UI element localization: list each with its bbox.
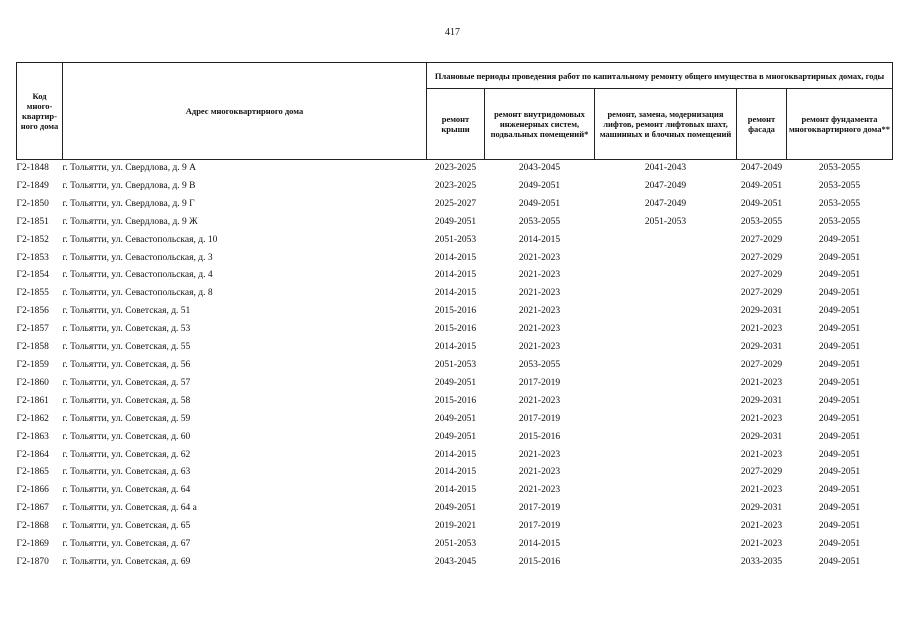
cell-roof: 2014-2015 [434,342,477,353]
cell-code: Г2-1858 [16,342,49,353]
cell-roof: 2015-2016 [434,324,477,335]
cell-facade: 2027-2029 [740,467,783,478]
cell-roof: 2023-2025 [434,180,477,191]
cell-systems: 2015-2016 [518,431,561,442]
cell-roof: 2043-2045 [434,556,477,567]
table-row [17,303,893,321]
cell-foundation: 2049-2051 [818,503,861,514]
cell-foundation: 2053-2055 [818,163,861,173]
table-row [17,447,893,465]
cell-foundation: 2049-2051 [818,342,861,353]
cell-systems: 2017-2019 [518,377,561,388]
cell-lifts [595,250,737,268]
cell-systems: 2053-2055 [518,359,561,370]
cell-systems: 2021-2023 [518,449,561,460]
cell-code: Г2-1859 [16,359,49,370]
cell-lifts [595,321,737,339]
cell-code: Г2-1857 [16,324,49,335]
cell-facade: 2027-2029 [740,234,783,245]
cell-facade: 2047-2049 [740,163,783,173]
cell-code: Г2-1851 [16,216,49,227]
cell-code: Г2-1861 [16,395,49,406]
table-row [17,357,893,375]
header-systems: ремонт внутридомовых инженерных систем, подвальных помещений* [485,89,595,160]
cell-foundation: 2053-2055 [818,198,861,209]
cell-facade: 2027-2029 [740,288,783,299]
cell-address: г. Тольятти, ул. Советская, д. 56 [62,359,191,370]
table-row [17,214,893,232]
cell-systems: 2017-2019 [518,413,561,424]
table-row [17,232,893,250]
table-row [17,339,893,357]
table-row [17,500,893,518]
cell-address: г. Тольятти, ул. Советская, д. 58 [62,395,191,406]
cell-foundation: 2049-2051 [818,252,861,263]
cell-roof: 2049-2051 [434,216,477,227]
cell-lifts [595,267,737,285]
cell-facade: 2053-2055 [740,216,783,227]
cell-lifts [595,518,737,536]
cell-lifts: 2047-2049 [644,180,687,191]
cell-lifts: 2051-2053 [644,216,687,227]
cell-code: Г2-1852 [16,234,49,245]
cell-roof: 2015-2016 [434,306,477,317]
cell-foundation: 2053-2055 [818,180,861,191]
cell-facade: 2027-2029 [740,252,783,263]
cell-facade: 2021-2023 [740,449,783,460]
cell-lifts [595,447,737,465]
cell-roof: 2051-2053 [434,539,477,550]
cell-foundation: 2049-2051 [818,324,861,335]
table-row [17,393,893,411]
cell-roof: 2015-2016 [434,395,477,406]
cell-systems: 2014-2015 [518,539,561,550]
cell-foundation: 2049-2051 [818,449,861,460]
header-roof: ремонт крыши [427,89,485,160]
cell-address: г. Тольятти, ул. Свердлова, д. 9 А [62,163,197,173]
header-address: Адрес многоквартирного дома [63,63,427,160]
cell-roof: 2014-2015 [434,485,477,496]
cell-address: г. Тольятти, ул. Свердлова, д. 9 Г [62,198,195,209]
cell-address: г. Тольятти, ул. Советская, д. 51 [62,306,191,317]
cell-lifts [595,232,737,250]
cell-facade: 2029-2031 [740,431,783,442]
cell-facade: 2021-2023 [740,485,783,496]
cell-address: г. Тольятти, ул. Советская, д. 57 [62,377,191,388]
cell-lifts: 2047-2049 [644,198,687,209]
cell-systems: 2021-2023 [518,467,561,478]
cell-address: г. Тольятти, ул. Севастопольская, д. 10 [62,234,218,245]
cell-systems: 2015-2016 [518,556,561,567]
cell-systems: 2017-2019 [518,521,561,532]
cell-systems: 2021-2023 [518,395,561,406]
cell-code: Г2-1849 [16,180,49,191]
table-row [17,250,893,268]
table-row [17,554,893,572]
cell-roof: 2014-2015 [434,467,477,478]
cell-address: г. Тольятти, ул. Севастопольская, д. 3 [62,252,213,263]
cell-lifts [595,303,737,321]
page-number: 417 [445,27,460,38]
cell-code: Г2-1853 [16,252,49,263]
cell-foundation: 2049-2051 [818,234,861,245]
table-row [17,536,893,554]
cell-address: г. Тольятти, ул. Советская, д. 67 [62,539,191,550]
cell-foundation: 2049-2051 [818,485,861,496]
table-row [17,482,893,500]
cell-systems: 2021-2023 [518,306,561,317]
cell-roof: 2025-2027 [434,198,477,209]
cell-foundation: 2053-2055 [818,216,861,227]
cell-facade: 2027-2029 [740,270,783,281]
cell-code: Г2-1863 [16,431,49,442]
cell-address: г. Тольятти, ул. Советская, д. 53 [62,324,191,335]
cell-code: Г2-1865 [16,467,49,478]
cell-roof: 2049-2051 [434,431,477,442]
table-row [17,464,893,482]
cell-code: Г2-1866 [16,485,49,496]
cell-roof: 2023-2025 [434,163,477,173]
cell-code: Г2-1848 [16,163,49,173]
cell-foundation: 2049-2051 [818,270,861,281]
cell-systems: 2017-2019 [518,503,561,514]
table-row [17,285,893,303]
header-code: Код много-квартир-ного дома [17,63,63,160]
cell-lifts [595,500,737,518]
cell-roof: 2014-2015 [434,252,477,263]
cell-foundation: 2049-2051 [818,359,861,370]
cell-address: г. Тольятти, ул. Свердлова, д. 9 В [62,180,196,191]
cell-lifts [595,464,737,482]
cell-systems: 2043-2045 [518,163,561,173]
cell-roof: 2049-2051 [434,503,477,514]
cell-address: г. Тольятти, ул. Советская, д. 64 [62,485,191,496]
cell-address: г. Тольятти, ул. Советская, д. 65 [62,521,191,532]
table-row [17,178,893,196]
cell-systems: 2049-2051 [518,198,561,209]
cell-roof: 2049-2051 [434,377,477,388]
cell-foundation: 2049-2051 [818,521,861,532]
table-body [17,160,893,572]
cell-code: Г2-1850 [16,198,49,209]
table-row [17,429,893,447]
cell-systems: 2021-2023 [518,324,561,335]
cell-code: Г2-1860 [16,377,49,388]
cell-lifts [595,285,737,303]
cell-foundation: 2049-2051 [818,288,861,299]
cell-facade: 2029-2031 [740,503,783,514]
cell-lifts [595,482,737,500]
cell-address: г. Тольятти, ул. Советская, д. 60 [62,431,191,442]
cell-systems: 2021-2023 [518,252,561,263]
table-row [17,518,893,536]
header-facade: ремонт фасада [737,89,787,160]
cell-code: Г2-1870 [16,556,49,567]
cell-lifts [595,339,737,357]
cell-systems: 2021-2023 [518,342,561,353]
table-row [17,411,893,429]
cell-facade: 2049-2051 [740,198,783,209]
cell-code: Г2-1862 [16,413,49,424]
cell-roof: 2051-2053 [434,359,477,370]
cell-foundation: 2049-2051 [818,377,861,388]
cell-facade: 2029-2031 [740,306,783,317]
cell-address: г. Тольятти, ул. Советская, д. 59 [62,413,191,424]
cell-address: г. Тольятти, ул. Советская, д. 64 а [62,503,197,514]
table-row [17,196,893,214]
cell-foundation: 2049-2051 [818,539,861,550]
cell-roof: 2051-2053 [434,234,477,245]
cell-lifts: 2041-2043 [644,163,687,173]
cell-lifts [595,411,737,429]
header-periods: Плановые периоды проведения работ по капитальному ремонту общего имущества в многоквартирных домах, годы [427,63,893,89]
cell-foundation: 2049-2051 [818,556,861,567]
cell-facade: 2021-2023 [740,413,783,424]
cell-facade: 2021-2023 [740,324,783,335]
cell-lifts [595,429,737,447]
table-header [17,63,893,160]
cell-code: Г2-1869 [16,539,49,550]
cell-address: г. Тольятти, ул. Советская, д. 69 [62,556,191,567]
cell-address: г. Тольятти, ул. Севастопольская, д. 8 [62,288,213,299]
cell-systems: 2049-2051 [518,180,561,191]
cell-facade: 2021-2023 [740,377,783,388]
cell-address: г. Тольятти, ул. Севастопольская, д. 4 [62,270,213,281]
cell-facade: 2049-2051 [740,180,783,191]
cell-roof: 2014-2015 [434,270,477,281]
cell-roof: 2019-2021 [434,521,477,532]
cell-lifts [595,357,737,375]
cell-code: Г2-1854 [16,270,49,281]
repair-schedule-table [16,62,893,572]
cell-lifts [595,375,737,393]
header-lifts: ремонт, замена, модернизация лифтов, ремонт лифтовых шахт, машинных и блочных помещений [595,89,737,160]
cell-foundation: 2049-2051 [818,306,861,317]
cell-systems: 2014-2015 [518,234,561,245]
cell-roof: 2049-2051 [434,413,477,424]
cell-facade: 2027-2029 [740,359,783,370]
cell-code: Г2-1864 [16,449,49,460]
cell-foundation: 2049-2051 [818,395,861,406]
cell-lifts [595,393,737,411]
cell-systems: 2053-2055 [518,216,561,227]
cell-address: г. Тольятти, ул. Советская, д. 62 [62,449,191,460]
cell-foundation: 2049-2051 [818,431,861,442]
cell-code: Г2-1856 [16,306,49,317]
cell-roof: 2014-2015 [434,449,477,460]
cell-address: г. Тольятти, ул. Свердлова, д. 9 Ж [62,216,198,227]
cell-facade: 2033-2035 [740,556,783,567]
table-row [17,160,893,178]
cell-systems: 2021-2023 [518,270,561,281]
cell-address: г. Тольятти, ул. Советская, д. 55 [62,342,191,353]
table-row [17,375,893,393]
table-row [17,267,893,285]
cell-address: г. Тольятти, ул. Советская, д. 63 [62,467,191,478]
cell-systems: 2021-2023 [518,288,561,299]
cell-foundation: 2049-2051 [818,467,861,478]
cell-facade: 2021-2023 [740,521,783,532]
cell-lifts [595,536,737,554]
cell-facade: 2029-2031 [740,395,783,406]
cell-facade: 2021-2023 [740,539,783,550]
table-row [17,321,893,339]
cell-code: Г2-1855 [16,288,49,299]
cell-code: Г2-1868 [16,521,49,532]
cell-systems: 2021-2023 [518,485,561,496]
cell-lifts [595,554,737,572]
cell-facade: 2029-2031 [740,342,783,353]
cell-code: Г2-1867 [16,503,49,514]
cell-roof: 2014-2015 [434,288,477,299]
cell-foundation: 2049-2051 [818,413,861,424]
header-foundation: ремонт фундамента многоквартирного дома** [787,89,893,160]
